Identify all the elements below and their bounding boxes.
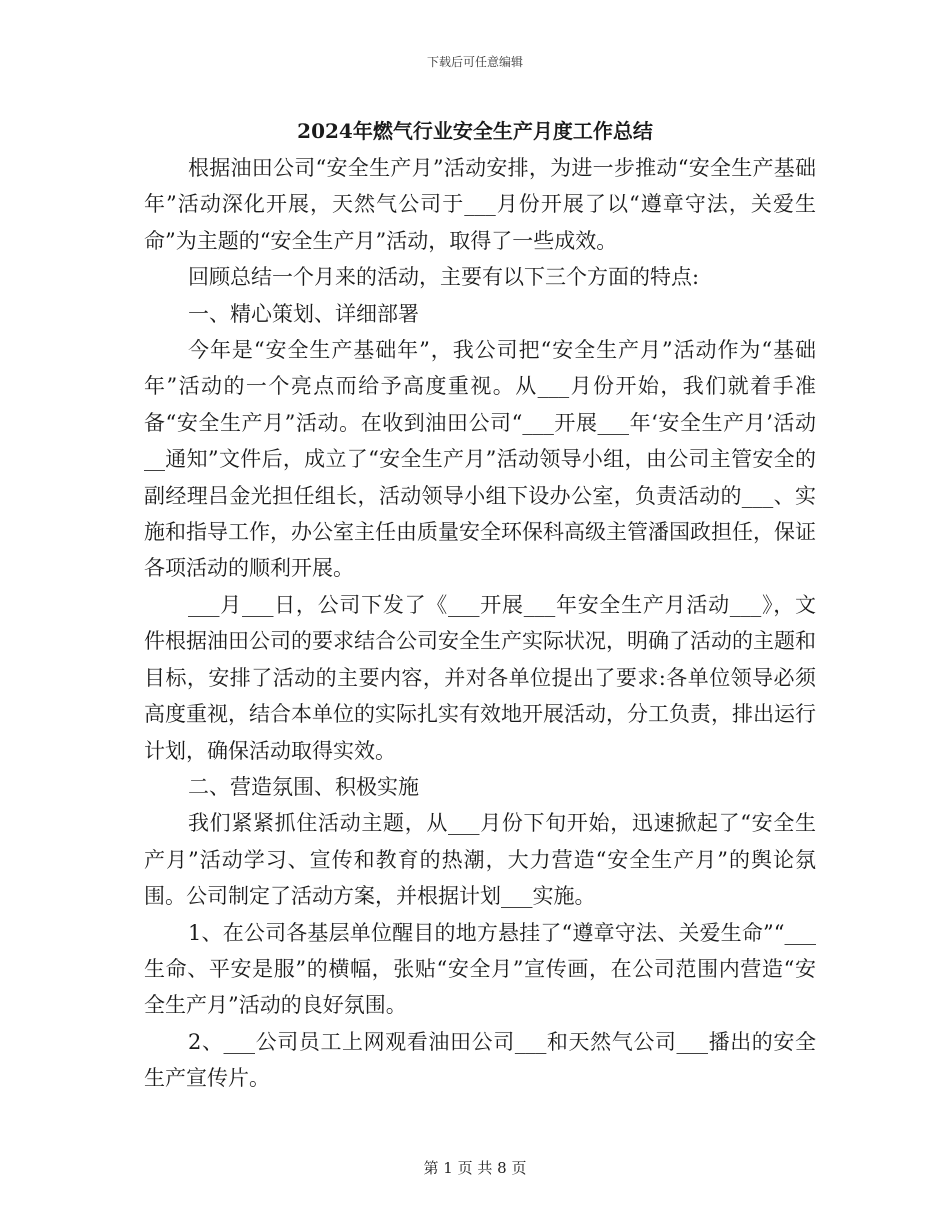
document-title: 2024年燃气行业安全生产月度工作总结 [297,119,653,143]
section-heading-1: 一、精心策划、详细部署 [188,301,419,326]
page-number: 第 1 页 共 8 页 [423,1159,527,1177]
paragraph-review: 回顾总结一个月来的活动，主要有以下三个方面的特点: [188,265,700,290]
paragraph-item-2: 2、___公司员工上网观看油田公司___和天然气公司___播出的安全生产宣传片。 [144,1029,816,1091]
header-note: 下载后可任意编辑 [426,55,523,69]
paragraph-section-2-a: 我们紧紧抓住活动主题，从___月份下旬开始，迅速掀起了“安全生产月”活动学习、宣传和教育的热潮，大力营造“安全生产月”的舆论氛围。公司制定了活动方案，并根据计划___实施。 [144,811,816,909]
paragraph-section-1-b: ___月___日，公司下发了《___开展___年安全生产月活动___》，文件根据油田公司的要求结合公司安全生产实际状况，明确了活动的主题和目标，安排了活动的主要内容，并对各单位提出了要求:各单位领导必须高度重视，结合本单位的实际扎实有效地开展活动，分工负责，排出运行计划，确保活动取得实效。 [144,592,816,763]
document-body [144,150,816,1097]
paragraph-section-1-a: 今年是“安全生产基础年”，我公司把“安全生产月”活动作为“基础年”活动的一个亮点而给予高度重视。从___月份开始，我们就着手准备“安全生产月”活动。在收到油田公司“___开展___年‘安全生产月’活动__通知”文件后，成立了“安全生产月”活动领导小组，由公司主管安全的副经理吕金光担任组长，活动领导小组下设办公室，负责活动的___、实施和指导工作，办公室主任由质量安全环保科高级主管潘国政担任，保证各项活动的顺利开展。 [144,338,816,581]
paragraph-intro: 根据油田公司“安全生产月”活动安排，为进一步推动“安全生产基础年”活动深化开展，天然气公司于___月份开展了以“遵章守法，关爱生命”为主题的“安全生产月”活动，取得了一些成效。 [144,156,816,253]
section-heading-2: 二、营造氛围、积极实施 [188,774,419,799]
paragraph-item-1: 1、在公司各基层单位醒目的地方悬挂了“遵章守法、关爱生命”“___生命、平安是服”的横幅，张贴“安全月”宣传画，在公司范围内营造“安全生产月”活动的良好氛围。 [144,920,816,1018]
